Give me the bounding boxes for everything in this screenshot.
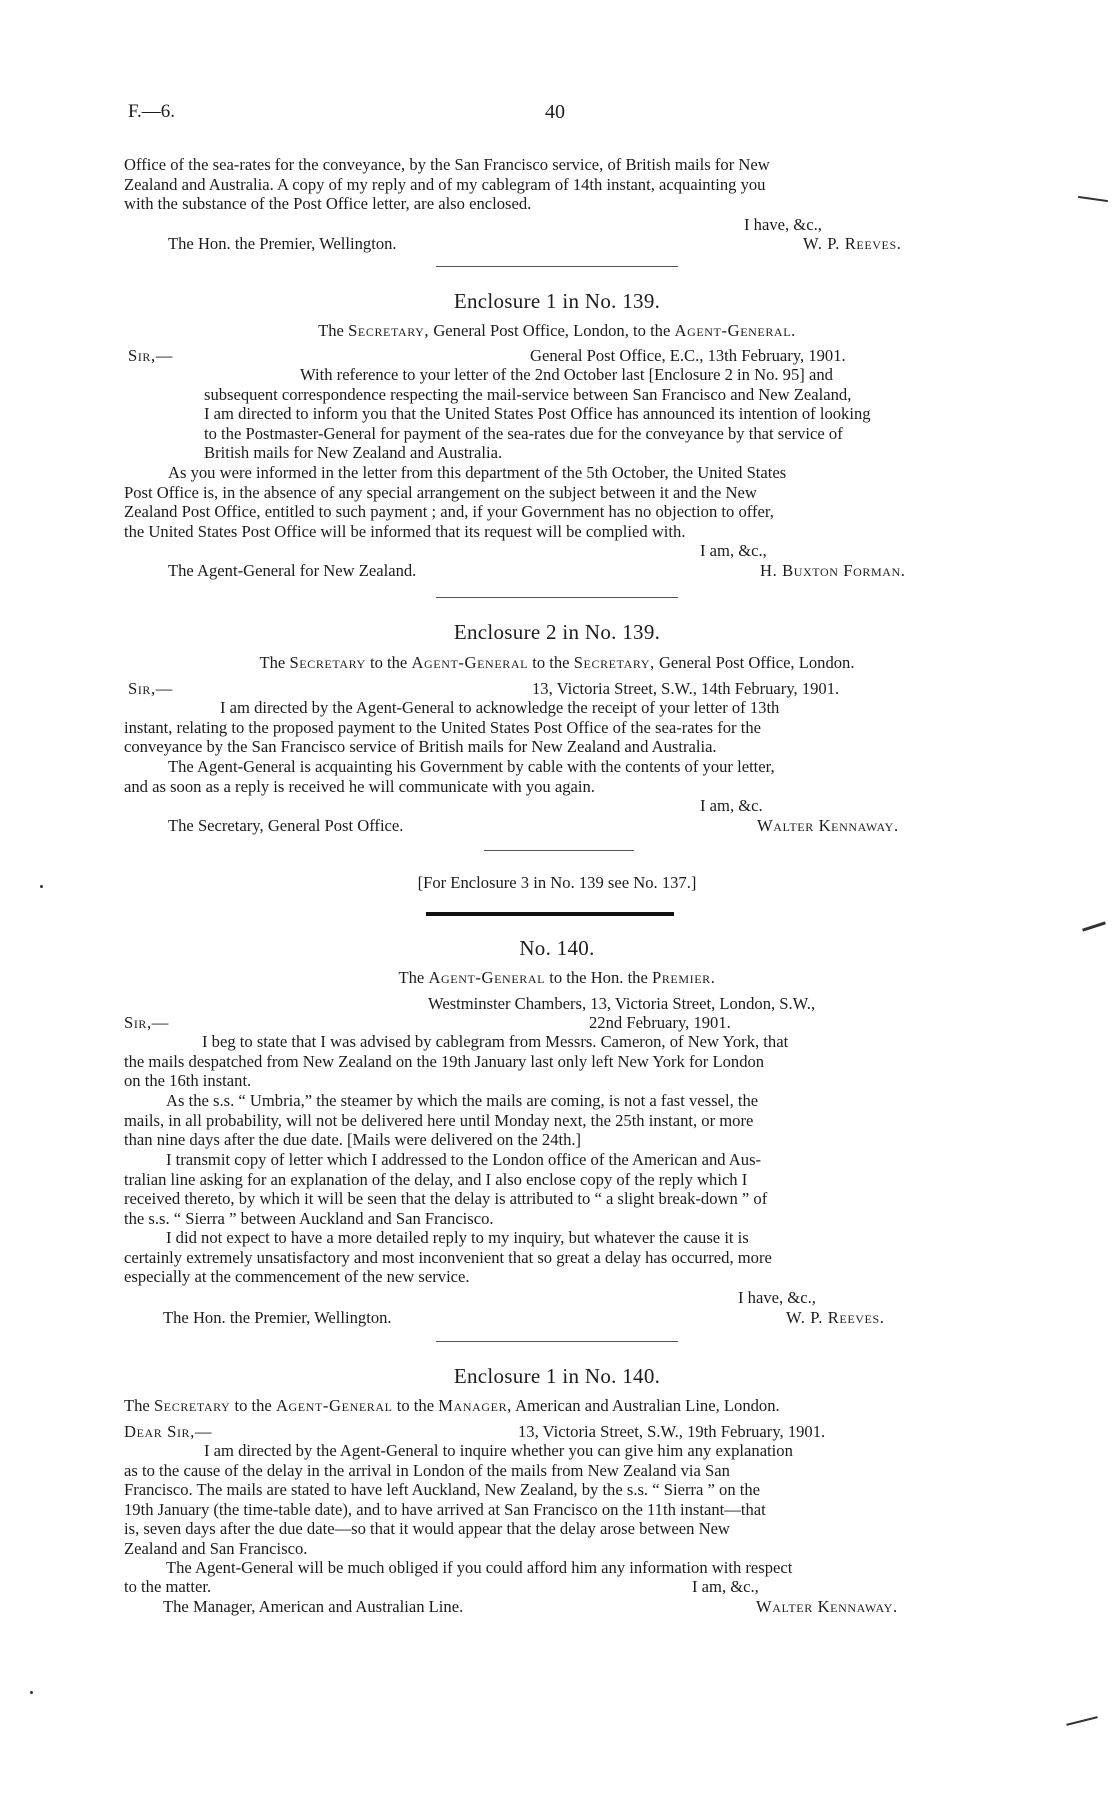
direction-text: to the xyxy=(396,1396,435,1415)
text-line: mails, in all probability, will not be delivered here until Monday next, the 25th instant, or more xyxy=(124,1110,754,1130)
signature: Walter Kennaway. xyxy=(757,816,899,835)
text-line: the United States Post Office will be informed that its request will be complied with. xyxy=(124,521,686,541)
letter-paragraph xyxy=(124,757,976,796)
addressee: The Hon. the Premier, Wellington. xyxy=(163,1308,392,1327)
section-divider xyxy=(484,850,634,851)
intermediary-title: Agent-General xyxy=(275,1396,393,1415)
signature: Walter Kennaway. xyxy=(756,1597,898,1616)
text-line: certainly extremely unsatisfactory and most inconvenient that so great a delay has occurred, more xyxy=(124,1247,772,1267)
direction-text: General Post Office, London. xyxy=(658,653,855,672)
letter-paragraph xyxy=(124,1150,976,1228)
salutation: Sir,— xyxy=(124,1013,169,1032)
closing-phrase: I am, &c., xyxy=(700,541,767,560)
direction-text: General Post Office, London, to the xyxy=(433,321,671,340)
text-line: to the matter. xyxy=(124,1577,212,1596)
direction-text: The xyxy=(398,968,425,987)
salutation: Sir,— xyxy=(128,346,173,365)
direction-text: The xyxy=(318,321,344,340)
text-line: than nine days after the due date. [Mails were delivered on the 24th.] xyxy=(124,1130,582,1149)
text-line: received thereto, by which it will be seen that the delay is attributed to “ a slight break-down ” of xyxy=(124,1189,768,1208)
letter-address: Westminster Chambers, 13, Victoria Street, London, S.W., xyxy=(428,994,816,1013)
scan-mark xyxy=(1082,921,1106,931)
section-divider xyxy=(436,266,678,267)
text-line: As you were informed in the letter from this department of the 5th October, the United States xyxy=(168,463,787,482)
text-line: Zealand and San Francisco. xyxy=(124,1538,308,1558)
recipient-title: Manager, xyxy=(438,1396,512,1415)
text-line: With reference to your letter of the 2nd October last [Enclosure 2 in No. 95] and xyxy=(300,365,833,384)
sender-title: Secretary, xyxy=(348,321,430,340)
addressee: The Secretary, General Post Office. xyxy=(168,816,404,835)
cross-reference-note: [For Enclosure 3 in No. 139 see No. 137.] xyxy=(417,873,697,892)
text-line: I transmit copy of letter which I addressed to the London office of the American and Aus- xyxy=(166,1150,762,1169)
closing-phrase: I am, &c. xyxy=(700,796,763,815)
closing-phrase: I have, &c., xyxy=(738,1288,816,1307)
sender-title: Secretary xyxy=(153,1396,231,1415)
scan-mark xyxy=(1078,196,1108,202)
text-line: I am directed by the Agent-General to acknowledge the receipt of your letter of 13th xyxy=(220,698,780,717)
text-line: the mails despatched from New Zealand on the 19th January last only left New York for London xyxy=(124,1051,765,1071)
text-line: I am directed to inform you that the United States Post Office has announced its intention of looking xyxy=(204,404,871,423)
text-line: As the s.s. “ Umbria,” the steamer by which the mails are coming, is not a fast vessel, the xyxy=(166,1091,759,1110)
direction-text: to the Hon. the xyxy=(549,968,648,987)
page-number: 40 xyxy=(545,101,565,123)
text-line: is, seven days after the due date—so that it would appear that the delay arose between New xyxy=(124,1519,730,1538)
closing-phrase: I have, &c., xyxy=(744,215,822,234)
letter-number-title: No. 140. xyxy=(519,936,595,960)
salutation: Sir,— xyxy=(128,679,173,698)
text-line: I did not expect to have a more detailed reply to my inquiry, but whatever the cause it is xyxy=(166,1228,749,1247)
text-line: Francisco. The mails are stated to have left Auckland, New Zealand, by the s.s. “ Sierra ” on the xyxy=(124,1480,761,1499)
major-divider xyxy=(426,912,674,916)
enclosure-title: Enclosure 2 in No. 139. xyxy=(453,620,661,644)
section-divider xyxy=(436,597,678,598)
letter-direction xyxy=(0,653,1114,673)
text-line: the s.s. “ Sierra ” between Auckland and San Francisco. xyxy=(124,1208,494,1228)
text-line: conveyance by the San Francisco service of British mails for New Zealand and Australia. xyxy=(124,737,717,756)
text-line: Zealand Post Office, entitled to such payment ; and, if your Government has no objection to offer, xyxy=(124,502,774,521)
section-divider xyxy=(436,1341,678,1342)
opening-paragraph xyxy=(124,155,976,214)
text-line: I beg to state that I was advised by cablegram from Messrs. Cameron, of New York, that xyxy=(202,1032,789,1051)
letter-paragraph xyxy=(124,1441,976,1558)
signature: H. Buxton Forman. xyxy=(760,561,906,580)
recipient-title: Secretary, xyxy=(573,653,655,672)
letter-address: General Post Office, E.C., 13th February, 1901. xyxy=(530,346,846,365)
enclosure-title: Enclosure 1 in No. 140. xyxy=(453,1364,661,1388)
text-line: I am directed by the Agent-General to inquire whether you can give him any explanation xyxy=(204,1441,793,1460)
text-line: Office of the sea-rates for the conveyance, by the San Francisco service, of British mails for New xyxy=(124,155,770,174)
recipient-title: Premier. xyxy=(652,968,716,987)
direction-text: to the xyxy=(234,1396,272,1415)
addressee: The Manager, American and Australian Line. xyxy=(163,1597,464,1616)
letter-paragraph xyxy=(124,1032,976,1091)
letter-paragraph xyxy=(124,1558,976,1578)
letter-paragraph xyxy=(124,1091,976,1150)
scan-mark xyxy=(1066,1716,1098,1726)
text-line: to the Postmaster-General for payment of the sea-rates due for the conveyance by that service of xyxy=(204,423,843,443)
sender-title: Secretary xyxy=(289,653,366,672)
text-line: with the substance of the Post Office letter, are also enclosed. xyxy=(124,194,532,213)
text-line: British mails for New Zealand and Australia. xyxy=(204,443,503,462)
text-line: on the 16th instant. xyxy=(124,1071,252,1090)
direction-text: The xyxy=(259,653,286,672)
signature: W. P. Reeves. xyxy=(786,1308,885,1327)
text-line: The Agent-General will be much obliged if you could afford him any information with respect xyxy=(166,1558,793,1577)
direction-text: to the xyxy=(532,653,570,672)
closing-phrase: I am, &c., xyxy=(692,1577,759,1596)
letter-direction xyxy=(124,1396,780,1416)
addressee: The Hon. the Premier, Wellington. xyxy=(168,234,397,253)
salutation: Dear Sir,— xyxy=(124,1422,213,1441)
enclosure-title: Enclosure 1 in No. 139. xyxy=(453,289,661,313)
text-line: The Agent-General is acquainting his Government by cable with the contents of your letter, xyxy=(168,757,775,776)
intermediary-title: Agent-General xyxy=(411,653,529,672)
text-line: Zealand and Australia. A copy of my reply and of my cablegram of 14th instant, acquainting you xyxy=(124,174,766,194)
letter-direction xyxy=(0,321,1114,341)
signature: W. P. Reeves. xyxy=(803,234,902,253)
scan-mark xyxy=(40,885,43,888)
direction-text: to the xyxy=(369,653,408,672)
direction-text: American and Australian Line, London. xyxy=(515,1396,780,1415)
text-line: especially at the commencement of the new service. xyxy=(124,1267,470,1286)
scan-mark xyxy=(30,1691,33,1694)
letter-address: 13, Victoria Street, S.W., 19th February, 1901. xyxy=(518,1422,826,1441)
letter-paragraph xyxy=(124,365,976,463)
letter-date: 22nd February, 1901. xyxy=(589,1013,731,1032)
text-line: Post Office is, in the absence of any special arrangement on the subject between it and the New xyxy=(124,482,757,502)
letter-address: 13, Victoria Street, S.W., 14th February, 1901. xyxy=(532,679,840,698)
text-line: subsequent correspondence respecting the mail-service between San Francisco and New Zealand, xyxy=(204,384,852,404)
text-line: 19th January (the time-table date), and to have arrived at San Francisco on the 11th instant—that xyxy=(124,1499,766,1519)
sender-title: Agent-General xyxy=(428,968,546,987)
letter-direction xyxy=(0,968,1114,988)
section-reference: F.—6. xyxy=(128,101,176,122)
recipient-title: Agent-General. xyxy=(674,321,796,340)
addressee: The Agent-General for New Zealand. xyxy=(168,561,417,580)
letter-paragraph xyxy=(124,698,976,757)
direction-text: The xyxy=(124,1396,150,1415)
text-line: instant, relating to the proposed payment to the United States Post Office of the sea-rates for the xyxy=(124,717,762,737)
text-line: as to the cause of the delay in the arrival in London of the mails from New Zealand via San xyxy=(124,1460,730,1480)
text-line: and as soon as a reply is received he will communicate with you again. xyxy=(124,776,595,796)
text-line: tralian line asking for an explanation of the delay, and I also enclose copy of the reply which I xyxy=(124,1169,748,1189)
letter-paragraph xyxy=(124,1228,976,1287)
letter-paragraph xyxy=(124,463,976,541)
